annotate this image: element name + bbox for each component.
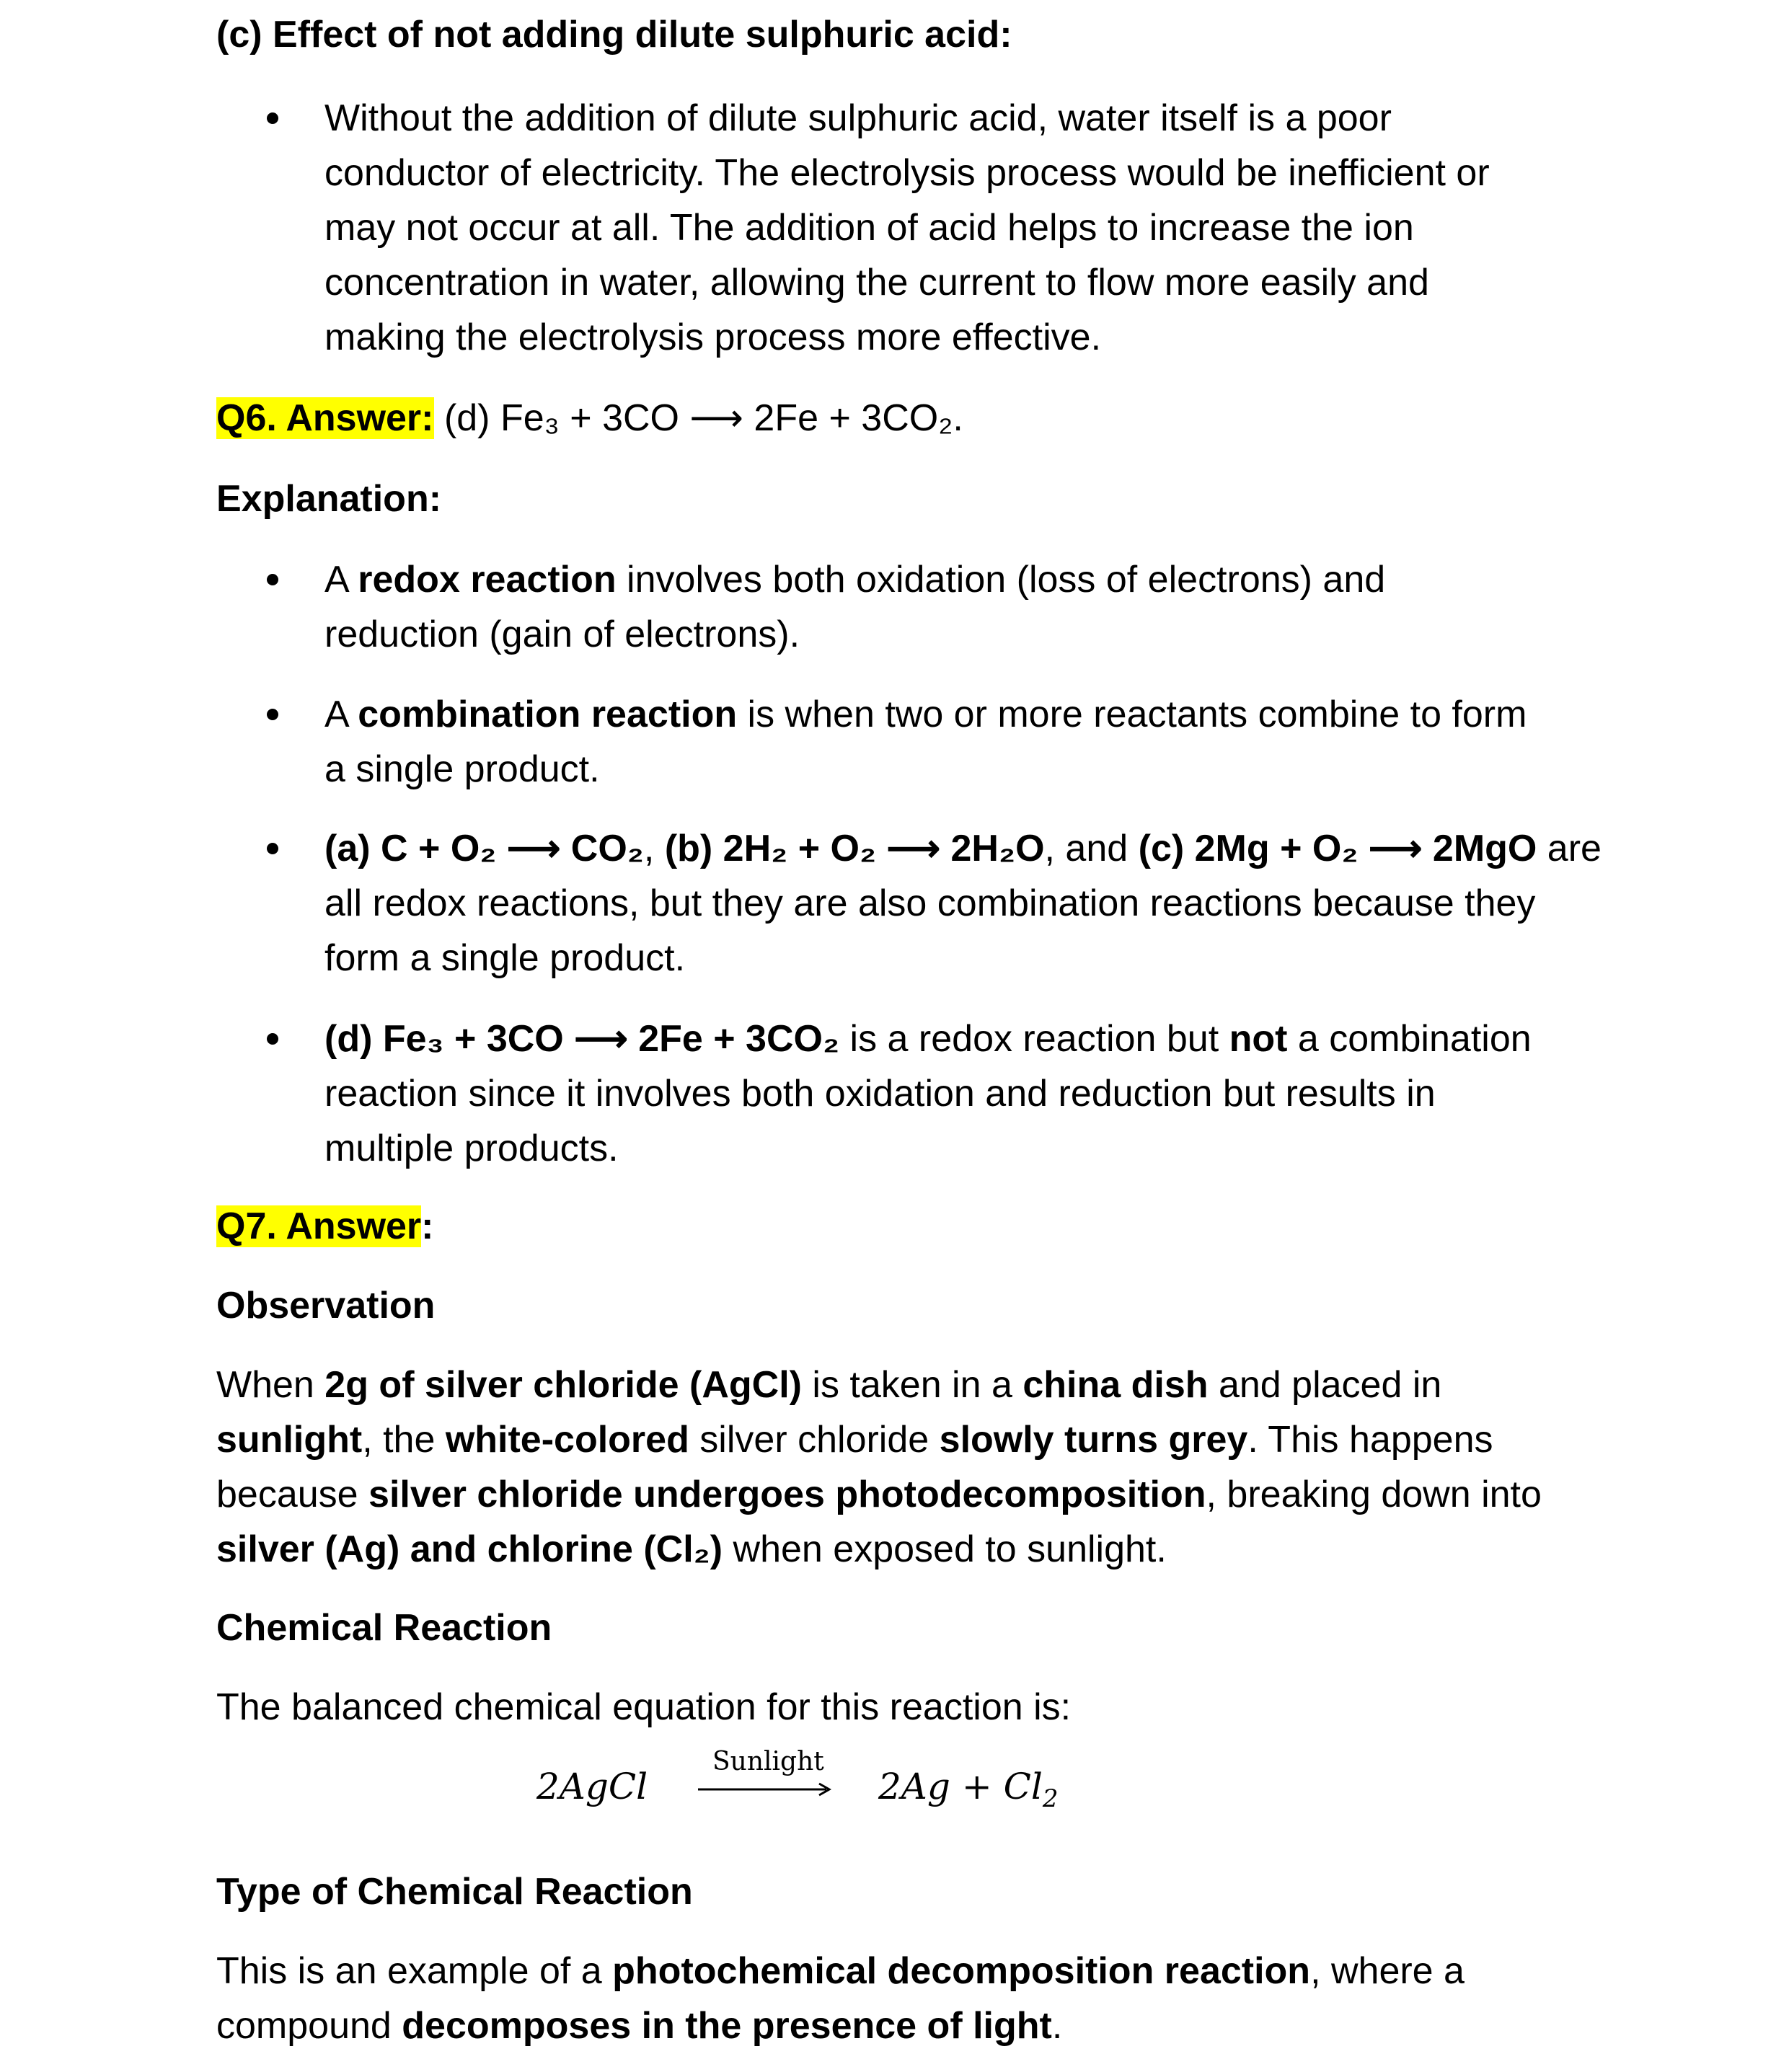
reaction-type-heading: Type of Chemical Reaction [216, 1871, 693, 1913]
q6-answer: (d) Fe₃ + 3CO ⟶ 2Fe + 3CO₂. [433, 397, 963, 439]
arrow-icon [698, 1781, 832, 1798]
section-c-heading: (c) Effect of not adding dilute sulphuric acid: [216, 14, 1012, 56]
q6-bullet-answer-d: (d) Fe₃ + 3CO ⟶ 2Fe + 3CO₂ is a redox reaction but not a combination reaction since it involves both oxidation and reduction but results in multiple products. [324, 1018, 1532, 1169]
chemical-reaction-heading: Chemical Reaction [216, 1607, 552, 1649]
reaction-type-paragraph: This is an example of a photochemical decomposition reaction, where a compound decomposes in the presence of light. [216, 1950, 1465, 2047]
q6-bullet-redox: A redox reaction involves both oxidation (loss of electrons) and reduction (gain of electrons). [324, 559, 1386, 655]
equation-lhs: 2AgCl [536, 1766, 648, 1807]
equation-condition: Sunlight [712, 1747, 824, 1776]
equation-rhs: $2Ag + Cl_2$ [878, 1766, 1059, 1813]
q6-bullet-combination: A combination reaction is when two or more reactants combine to form a single product. [324, 694, 1527, 790]
q6-label: Q6. Answer: [216, 397, 434, 439]
q6-answer-line [216, 391, 963, 446]
q7-answer-line: Q7. Answer: [216, 1205, 434, 1247]
observation-heading: Observation [216, 1285, 436, 1327]
q7-label: Q7. Answer [216, 1205, 422, 1247]
observation-paragraph: When 2g of silver chloride (AgCl) is taken in a china dish and placed in sunlight, the white-colored silver chloride slowly turns grey. This happens because silver chloride undergoes photodecomposition, breaking down into silver (Ag) and chlorine (Cl₂) when exposed to sunlight. [216, 1364, 1542, 1570]
explanation-heading: Explanation: [216, 478, 442, 520]
q6-bullet-examples: (a) C + O₂ ⟶ CO₂, (b) 2H₂ + O₂ ⟶ 2H₂O, and (c) 2Mg + O₂ ⟶ 2MgO are all redox reactions, but they are also combination reactions because they form a single product. [324, 828, 1602, 979]
reaction-intro: The balanced chemical equation for this reaction is: [216, 1686, 1072, 1728]
section-c-bullet-text: Without the addition of dilute sulphuric acid, water itself is a poor conductor of electricity. The electrolysis process would be inefficient or may not occur at all. The addition of acid helps to increase the ion concentration in water, allowing the current to flow more easily and making the electrolysis process more effective. [324, 97, 1490, 358]
